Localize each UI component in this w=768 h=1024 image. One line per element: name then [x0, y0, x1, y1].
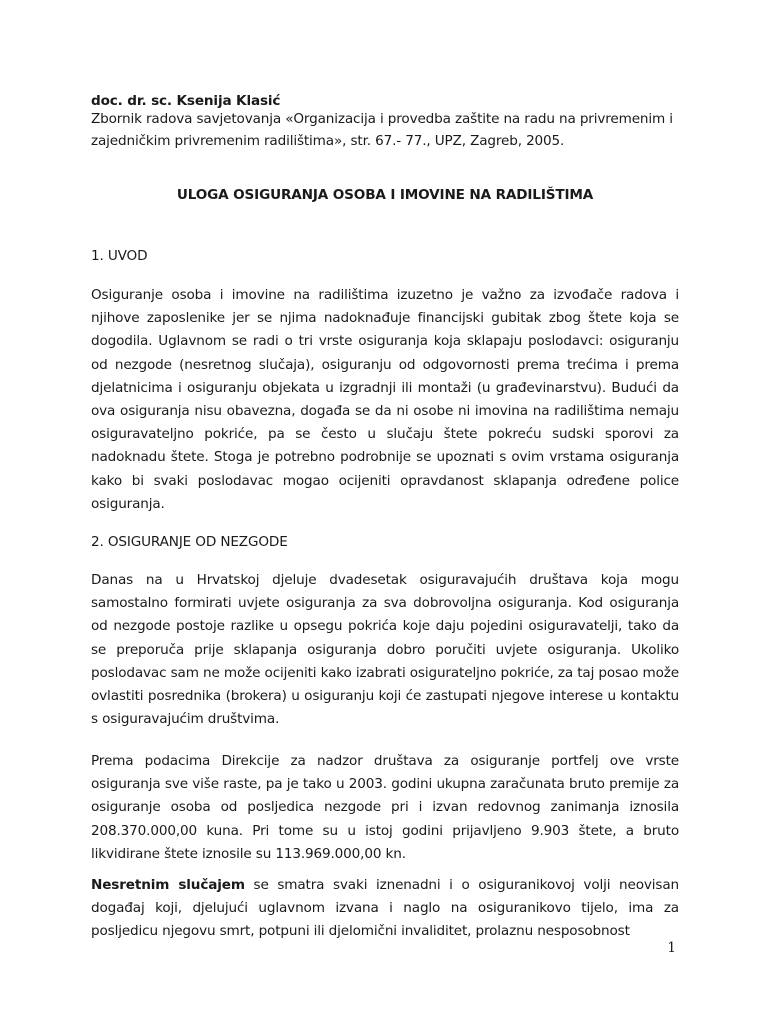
accident-insurance-paragraph-1: Danas na u Hrvatskoj djeluje dvadesetak osiguravajućih društava koja mogu samostalno formirati uvjete osiguranja za sva dobrovoljna osiguranja. Kod osiguranja od nezgode postoje razlike u opsegu pokrića koje daju pojedini osiguravatelji, tako da se preporuča prije sklapanja osiguranja dobro poručiti uvjete osiguranja. Ukoliko poslodavac sam ne može ocijeniti kako izabrati osigurateljno pokriće, za taj posao može ovlastiti posrednika (brokera) u osiguranju koji će zastupati njegove interese u kontaktu s osiguravajućim društvima.	[91, 572, 679, 728]
definition-term: Nesretnim slučajem	[91, 877, 245, 893]
section-heading-introduction: 1. UVOD	[91, 248, 148, 264]
introduction-paragraph: Osiguranje osoba i imovine na radilištima izuzetno je važno za izvođače radova i njihove zaposlenike jer se njima nadoknađuje financijski gubitak zbog štete koja se dogodila. Uglavnom se radi o tri vrste osiguranja koja sklapaju poslodavci: osiguranju od nezgode (nesretnog slučaja), osiguranju od odgovornosti prema trećima i prema djelatnicima i osiguranju objekata u izgradnji ili montaži (u građevinarstvu). Budući da ova osiguranja nisu obavezna, događa se da ni osobe ni imovina na radilištima nemaju osiguravateljno pokriće, pa se često u slučaju štete pokreću sudski sporovi za nadoknadu štete. Stoga je potrebno podrobnije se upoznati s ovim vrstama osiguranja kako bi svaki poslodavac mogao ocijeniti opravdanost sklapanja određene police osiguranja.	[91, 287, 679, 512]
definition-text: se smatra svaki iznenadni i o osiguranikovoj volji neovisan događaj koji, djelujući uglavnom izvana i naglo na osiguranikovo tijelo, ima za posljedicu njegovu smrt, potpuni ili djelomični invaliditet, prolaznu nesposobnost	[91, 877, 679, 940]
publication-source: Zbornik radova savjetovanja «Organizacija i provedba zaštite na radu na privremenim i zajedničkim privremenim radilištima», str. 67.- 77., UPZ, Zagreb, 2005.	[91, 111, 673, 149]
page-number: 1	[667, 940, 676, 956]
section-heading-accident-insurance: 2. OSIGURANJE OD NEZGODE	[91, 534, 288, 550]
author-name: doc. dr. sc. Ksenija Klasić	[91, 93, 281, 109]
definition-paragraph	[91, 874, 679, 944]
accident-insurance-paragraph-2: Prema podacima Direkcije za nadzor društava za osiguranje portfelj ove vrste osiguranja sve više raste, pa je tako u 2003. godini ukupna zaračunata bruto premije za osiguranje osoba od posljedica nezgode pri i izvan redovnog zanimanja iznosila 208.370.000,00 kuna. Pri tome su u istoj godini prijavljeno 9.903 štete, a bruto likvidirane štete iznosile su 113.969.000,00 kn.	[91, 753, 679, 862]
document-title: ULOGA OSIGURANJA OSOBA I IMOVINE NA RADILIŠTIMA	[176, 187, 594, 203]
